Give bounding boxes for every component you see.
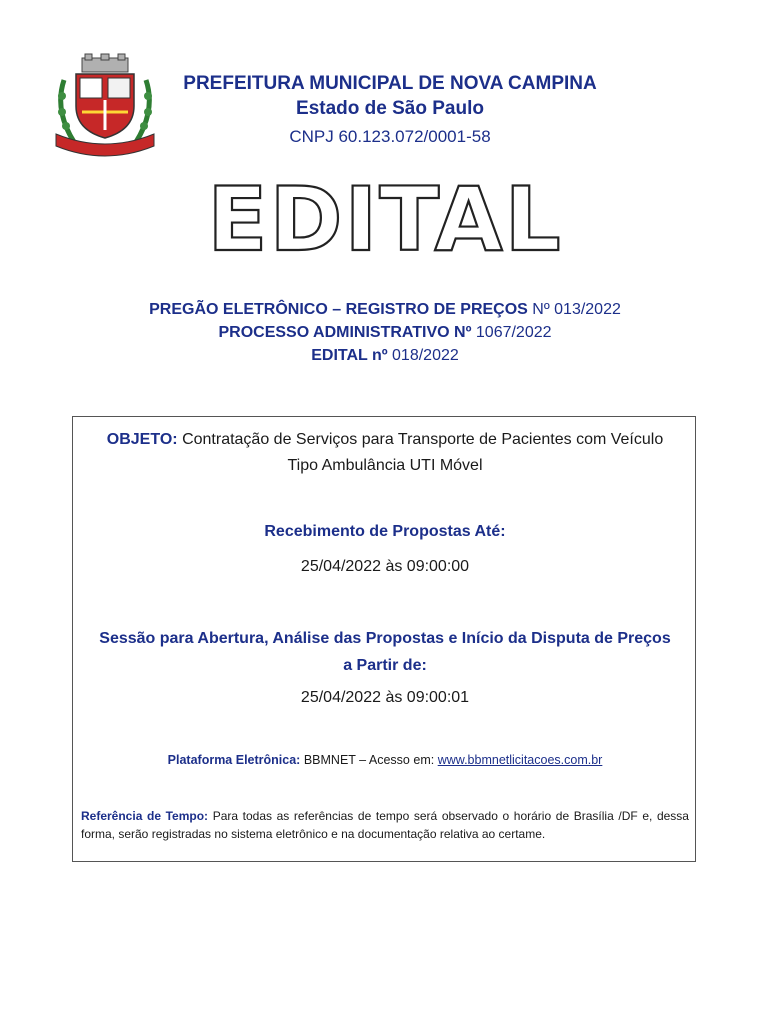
receipt-date: 25/04/2022 às 09:00:00 [300, 558, 470, 575]
objeto-label: OBJETO: [106, 431, 178, 448]
state-name: Estado de São Paulo [296, 98, 484, 119]
processo-label: PROCESSO ADMINISTRATIVO Nº [218, 324, 472, 341]
edital-text: EDITAL [207, 172, 563, 262]
objeto-text: Contratação de Serviços para Transporte de Pacientes com Veículo Tipo Ambulância UTI Móvel [182, 431, 664, 474]
process-info [60, 298, 710, 367]
pregao-line [60, 298, 710, 321]
time-reference-text: Para todas as referências de tempo será observado o horário de Brasília /DF e, dessa forma, serão registradas no sistema eletrônico e na documentação relativa ao certame. [81, 809, 689, 841]
platform-label: Plataforma Eletrônica: [167, 753, 301, 767]
processo-line [60, 321, 710, 344]
edital-outline-title [200, 172, 570, 262]
processo-number: 1067/2022 [475, 324, 552, 341]
platform-text: BBMNET – Acesso em: [303, 753, 435, 767]
details-box [72, 416, 696, 862]
document-header [50, 50, 730, 160]
cnpj-number: CNPJ 60.123.072/0001-58 [289, 127, 491, 146]
edital-label: EDITAL nº [311, 347, 388, 364]
edital-line [60, 344, 710, 367]
municipal-crest-icon [50, 50, 160, 160]
time-reference [81, 807, 689, 843]
session-title: Sessão para Abertura, Análise das Propostas e Início da Disputa de Preços a Partir de: [99, 630, 671, 674]
platform-line [73, 753, 697, 767]
municipality-title: PREFEITURA MUNICIPAL DE NOVA CAMPINA [183, 73, 597, 94]
header-text-block [170, 72, 610, 150]
time-reference-label: Referência de Tempo: [81, 809, 209, 823]
objeto-paragraph [93, 427, 677, 479]
pregao-label: PREGÃO ELETRÔNICO – REGISTRO DE PREÇOS [149, 301, 528, 318]
pregao-number: Nº 013/2022 [532, 301, 621, 318]
receipt-title: Recebimento de Propostas Até: [264, 523, 506, 540]
session-date: 25/04/2022 às 09:00:01 [300, 689, 470, 706]
platform-link[interactable]: www.bbmnetlicitacoes.com.br [437, 753, 603, 767]
edital-number: 018/2022 [392, 347, 459, 364]
